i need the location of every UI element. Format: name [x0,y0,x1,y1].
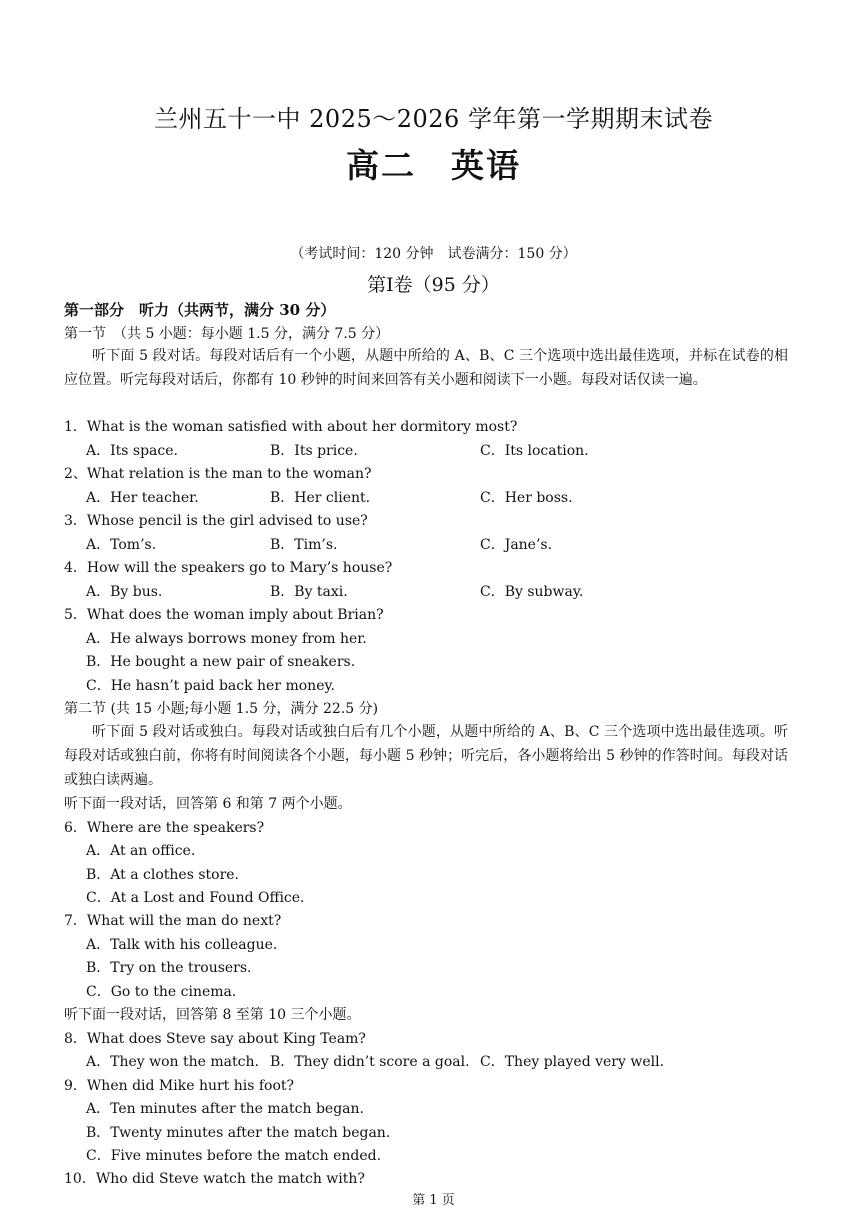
option-c: C．They played very well. [480,1054,665,1070]
option-c: C．Her boss. [480,490,573,506]
option-a: A．Tom’s. [86,537,157,553]
option-b: B．Her client. [270,490,371,506]
question-stem: 7．What will the man do next? [64,913,282,929]
option-c: C．Go to the cinema. [86,984,237,1000]
option-a: A．Her teacher. [86,490,199,506]
option-c: C．Five minutes before the match ended. [86,1148,382,1164]
option-b: B．Twenty minutes after the match began. [86,1125,391,1141]
section1-instruction: 听下面 5 段对话。每段对话后有一个小题，从题中所给的 A、B、C 三个选项中选出最佳选项，并标在试卷的相应位置。听完每段对话后，你都有 10 秒钟的时间来回答有关小题和阅读下一小题。每段对话仅读一遍。 [64,348,788,388]
option-c: C．Its location. [480,443,589,459]
option-b: B．At a clothes store. [86,867,240,883]
question-stem: 1．What is the woman satisfied with about her dormitory most? [64,419,518,435]
section2-heading: 第二节 (共 15 小题;每小题 1.5 分，满分 22.5 分) [64,701,379,717]
option-b: B．They didn’t score a goal. [270,1054,470,1070]
option-a: A．At an office. [86,843,196,859]
question-stem: 4．How will the speakers go to Mary’s house? [64,560,393,576]
option-c: C．By subway. [480,584,584,600]
option-b: B．Its price. [270,443,358,459]
option-b: B．By taxi. [270,584,348,600]
option-a: A．They won the match. [86,1054,259,1070]
option-a: A．Talk with his colleague. [86,937,278,953]
option-c: C．He hasn’t paid back her money. [86,678,335,694]
option-b: B．Tim’s. [270,537,338,553]
question-stem: 2、What relation is the man to the woman? [64,466,372,482]
page-number: 第 1 页 [412,1193,455,1208]
question-stem: 8．What does Steve say about King Team? [64,1031,366,1047]
option-a: A．By bus. [86,584,163,600]
option-a: A．He always borrows money from her. [86,631,367,647]
volume-heading: 第Ⅰ卷（95 分） [367,274,500,296]
dialogue-note: 听下面一段对话，回答第 8 至第 10 三个小题。 [64,1007,361,1023]
question-stem: 5．What does the woman imply about Brian? [64,607,384,623]
question-stem: 3．Whose pencil is the girl advised to use? [64,513,368,529]
option-a: A．Its space. [86,443,178,459]
option-a: A．Ten minutes after the match began. [86,1101,364,1117]
exam-info: （考试时间：120 分钟 试卷满分：150 分） [290,246,577,262]
part1-heading: 第一部分 听力（共两节，满分 30 分） [64,301,336,319]
subject-title: 高二 英语 [346,146,521,185]
exam-title: 兰州五十一中 2025～2026 学年第一学期期末试卷 [154,105,713,133]
option-b: B．He bought a new pair of sneakers. [86,654,356,670]
option-b: B．Try on the trousers. [86,960,252,976]
section1-heading: 第一节 （共 5 小题：每小题 1.5 分，满分 7.5 分） [64,326,390,342]
option-c: C．At a Lost and Found Office. [86,890,305,906]
option-c: C．Jane’s. [480,537,553,553]
question-stem: 10．Who did Steve watch the match with? [64,1171,365,1187]
question-stem: 6．Where are the speakers? [64,820,265,836]
question-stem: 9．When did Mike hurt his foot? [64,1078,295,1094]
section2-instruction: 听下面 5 段对话或独白。每段对话或独白后有几个小题，从题中所给的 A、B、C 三个选项中选出最佳选项。听每段对话或独白前，你将有时间阅读各个小题，每小题 5 秒钟；听完后，各小题将给出 5 秒钟的作答时间。每段对话或独白读两遍。 [64,724,788,788]
dialogue-note: 听下面一段对话，回答第 6 和第 7 两个小题。 [64,796,352,812]
